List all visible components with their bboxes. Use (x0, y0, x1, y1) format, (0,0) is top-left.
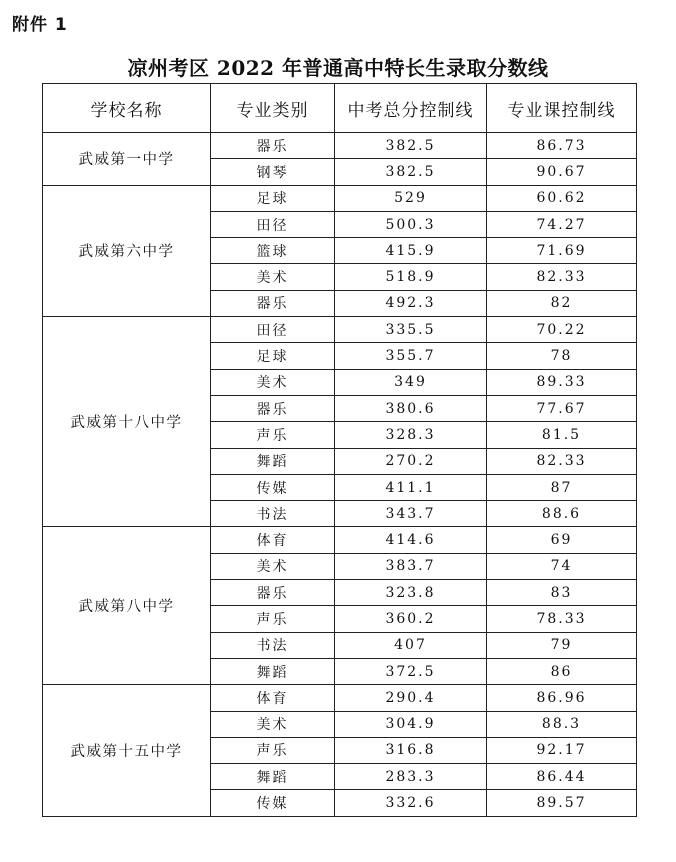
specialty-score-cell: 69 (487, 527, 637, 553)
total-score-cell: 407 (335, 632, 487, 658)
category-cell: 美术 (211, 264, 335, 290)
specialty-score-cell: 89.33 (487, 369, 637, 395)
category-cell: 书法 (211, 501, 335, 527)
category-cell: 足球 (211, 185, 335, 211)
category-cell: 声乐 (211, 422, 335, 448)
total-score-cell: 415.9 (335, 238, 487, 264)
specialty-score-cell: 86 (487, 658, 637, 684)
category-cell: 足球 (211, 343, 335, 369)
specialty-score-cell: 86.73 (487, 133, 637, 159)
specialty-score-cell: 74.27 (487, 211, 637, 237)
total-score-cell: 349 (335, 369, 487, 395)
total-score-cell: 492.3 (335, 290, 487, 316)
category-cell: 体育 (211, 685, 335, 711)
specialty-score-cell: 89.57 (487, 790, 637, 816)
table-header (43, 84, 637, 133)
category-cell: 美术 (211, 553, 335, 579)
total-score-cell: 270.2 (335, 448, 487, 474)
specialty-score-cell: 60.62 (487, 185, 637, 211)
category-cell: 器乐 (211, 133, 335, 159)
total-score-cell: 518.9 (335, 264, 487, 290)
category-cell: 传媒 (211, 790, 335, 816)
category-cell: 美术 (211, 369, 335, 395)
specialty-score-cell: 87 (487, 474, 637, 500)
header-category: 专业类别 (211, 84, 335, 133)
total-score-cell: 500.3 (335, 211, 487, 237)
category-cell: 舞蹈 (211, 658, 335, 684)
specialty-score-cell: 78 (487, 343, 637, 369)
total-score-cell: 328.3 (335, 422, 487, 448)
specialty-score-cell: 92.17 (487, 737, 637, 763)
total-score-cell: 323.8 (335, 580, 487, 606)
school-name-cell: 武威第十五中学 (43, 685, 211, 816)
total-score-cell: 304.9 (335, 711, 487, 737)
total-score-cell: 382.5 (335, 133, 487, 159)
school-name-cell: 武威第十八中学 (43, 317, 211, 527)
specialty-score-cell: 78.33 (487, 606, 637, 632)
table-row (43, 685, 637, 711)
total-score-cell: 411.1 (335, 474, 487, 500)
admission-score-table (42, 83, 637, 817)
specialty-score-cell: 82.33 (487, 264, 637, 290)
specialty-score-cell: 81.5 (487, 422, 637, 448)
specialty-score-cell: 74 (487, 553, 637, 579)
table-body (43, 133, 637, 817)
total-score-cell: 382.5 (335, 159, 487, 185)
specialty-score-cell: 88.6 (487, 501, 637, 527)
specialty-score-cell: 83 (487, 580, 637, 606)
category-cell: 舞蹈 (211, 764, 335, 790)
table-row (43, 185, 637, 211)
specialty-score-cell: 79 (487, 632, 637, 658)
category-cell: 书法 (211, 632, 335, 658)
school-name-cell: 武威第八中学 (43, 527, 211, 685)
specialty-score-cell: 82.33 (487, 448, 637, 474)
total-score-cell: 283.3 (335, 764, 487, 790)
category-cell: 篮球 (211, 238, 335, 264)
category-cell: 传媒 (211, 474, 335, 500)
total-score-cell: 290.4 (335, 685, 487, 711)
specialty-score-cell: 86.44 (487, 764, 637, 790)
specialty-score-cell: 70.22 (487, 317, 637, 343)
total-score-cell: 316.8 (335, 737, 487, 763)
header-school: 学校名称 (43, 84, 211, 133)
category-cell: 美术 (211, 711, 335, 737)
category-cell: 舞蹈 (211, 448, 335, 474)
table-row (43, 527, 637, 553)
specialty-score-cell: 86.96 (487, 685, 637, 711)
total-score-cell: 383.7 (335, 553, 487, 579)
category-cell: 田径 (211, 211, 335, 237)
table-row (43, 133, 637, 159)
specialty-score-cell: 88.3 (487, 711, 637, 737)
category-cell: 钢琴 (211, 159, 335, 185)
category-cell: 声乐 (211, 737, 335, 763)
specialty-score-cell: 90.67 (487, 159, 637, 185)
total-score-cell: 335.5 (335, 317, 487, 343)
total-score-cell: 414.6 (335, 527, 487, 553)
header-row (43, 84, 637, 133)
header-specialty-score: 专业课控制线 (487, 84, 637, 133)
category-cell: 器乐 (211, 290, 335, 316)
header-total-score: 中考总分控制线 (335, 84, 487, 133)
specialty-score-cell: 77.67 (487, 395, 637, 421)
category-cell: 声乐 (211, 606, 335, 632)
category-cell: 体育 (211, 527, 335, 553)
total-score-cell: 529 (335, 185, 487, 211)
total-score-cell: 355.7 (335, 343, 487, 369)
school-name-cell: 武威第一中学 (43, 133, 211, 186)
total-score-cell: 360.2 (335, 606, 487, 632)
specialty-score-cell: 82 (487, 290, 637, 316)
total-score-cell: 380.6 (335, 395, 487, 421)
category-cell: 器乐 (211, 580, 335, 606)
document-title: 凉州考区 2022 年普通高中特长生录取分数线 (127, 56, 549, 80)
attachment-label: 附件 1 (12, 15, 68, 35)
category-cell: 器乐 (211, 395, 335, 421)
category-cell: 田径 (211, 317, 335, 343)
school-name-cell: 武威第六中学 (43, 185, 211, 316)
total-score-cell: 372.5 (335, 658, 487, 684)
table-row (43, 317, 637, 343)
total-score-cell: 332.6 (335, 790, 487, 816)
specialty-score-cell: 71.69 (487, 238, 637, 264)
total-score-cell: 343.7 (335, 501, 487, 527)
